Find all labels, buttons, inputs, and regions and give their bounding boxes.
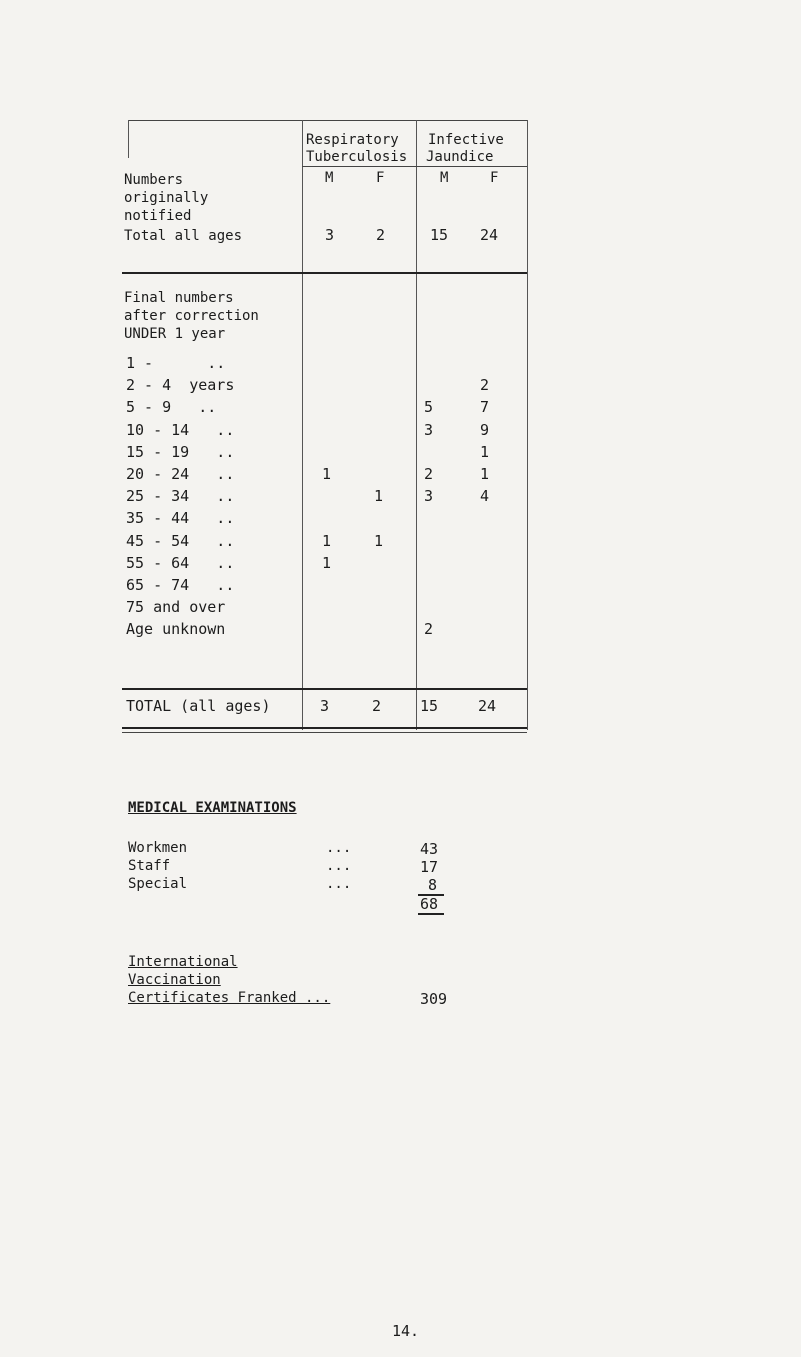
age-row-label: 5 - 9 .. — [126, 398, 217, 417]
vaccination-line-3: Certificates Franked ... — [128, 990, 331, 1006]
staff-dots: ... — [326, 858, 352, 874]
age-row-jaun-m-value: 3 — [424, 487, 434, 506]
vaccination-line-2: Vaccination — [128, 972, 221, 988]
after-correction-label: after correction — [124, 308, 259, 324]
resp-m-header: M — [325, 170, 334, 186]
header-infective: Infective — [428, 132, 504, 148]
notified-resp-m: 3 — [325, 226, 335, 244]
age-row-label: 20 - 24 .. — [126, 465, 235, 483]
header-tuberculosis: Tuberculosis — [306, 149, 408, 165]
staff-label: Staff — [128, 858, 171, 874]
vaccination-value: 309 — [420, 990, 448, 1008]
header-originally: originally — [124, 190, 209, 206]
total-resp-m: 3 — [320, 697, 330, 715]
age-row-jaun-f-value: 4 — [480, 487, 490, 506]
age-row-label: 2 - 4 years — [126, 376, 235, 395]
age-row-label: 65 - 74 .. — [126, 576, 235, 594]
vaccination-line-1: International — [128, 954, 238, 970]
table-top-rule — [128, 120, 528, 121]
age-row-label: 35 - 44 .. — [126, 509, 235, 528]
notified-resp-f: 2 — [376, 226, 386, 244]
workmen-value: 43 — [420, 840, 439, 858]
age-row-jaun-f-value: 7 — [480, 398, 490, 417]
header-numbers: Numbers — [124, 172, 184, 188]
jaun-f-header: F — [490, 170, 499, 186]
header-sub-rule — [302, 166, 527, 167]
total-bottom-rule — [122, 727, 527, 729]
total-top-rule — [122, 688, 527, 690]
resp-f-header: F — [376, 170, 385, 186]
col-divider-3 — [527, 120, 528, 730]
age-row-resp-m-value: 1 — [322, 531, 332, 550]
age-row-label: 15 - 19 .. — [126, 442, 235, 461]
header-bottom-rule — [122, 272, 527, 274]
staff-value: 17 — [420, 858, 439, 876]
table-left-rule — [128, 120, 129, 158]
col-divider-1 — [302, 120, 303, 730]
age-row-resp-f-value: 1 — [374, 531, 384, 550]
workmen-label: Workmen — [128, 840, 188, 856]
header-jaundice: Jaundice — [426, 149, 494, 165]
age-row-jaun-m-value: 2 — [424, 465, 434, 483]
notified-jaun-m: 15 — [430, 226, 449, 244]
age-row-jaun-m-value: 3 — [424, 420, 434, 439]
medical-total: 68 — [420, 895, 439, 913]
age-row-label: 55 - 64 .. — [126, 553, 235, 572]
total-label: TOTAL (all ages) — [126, 697, 271, 715]
special-dots: ... — [326, 876, 352, 892]
age-row-label: Age unknown — [126, 620, 226, 639]
notified-jaun-f: 24 — [480, 226, 499, 244]
age-row-label: 10 - 14 .. — [126, 420, 235, 439]
age-row-jaun-f-value: 1 — [480, 442, 490, 461]
age-row-jaun-f-value: 1 — [480, 465, 490, 483]
age-row-resp-m-value: 1 — [322, 553, 332, 572]
special-value: 8 — [428, 876, 438, 894]
jaun-m-header: M — [440, 170, 449, 186]
under-1-year-label: UNDER 1 year — [124, 326, 226, 342]
sum-rule-bottom — [418, 913, 444, 915]
age-row-jaun-m-value: 2 — [424, 620, 434, 639]
total-resp-f: 2 — [372, 697, 382, 715]
age-row-resp-f-value: 1 — [374, 487, 384, 506]
total-jaun-m: 15 — [420, 697, 439, 715]
age-row-label: 25 - 34 .. — [126, 487, 235, 506]
age-row-label: 1 - .. — [126, 354, 226, 372]
age-row-label: 45 - 54 .. — [126, 531, 235, 550]
header-total-all-ages: Total all ages — [124, 228, 243, 244]
total-bottom-rule-2 — [122, 732, 527, 733]
page-number: 14. — [392, 1322, 420, 1340]
age-row-resp-m-value: 1 — [322, 465, 332, 483]
workmen-dots: ... — [326, 840, 352, 856]
age-row-label: 75 and over — [126, 598, 226, 617]
age-row-jaun-f-value: 2 — [480, 376, 490, 395]
col-divider-2 — [416, 120, 417, 730]
special-label: Special — [128, 876, 188, 892]
header-notified: notified — [124, 208, 192, 224]
age-row-jaun-m-value: 5 — [424, 398, 434, 417]
age-row-jaun-f-value: 9 — [480, 420, 490, 439]
header-respiratory: Respiratory — [306, 132, 399, 148]
total-jaun-f: 24 — [478, 697, 497, 715]
medical-heading: MEDICAL EXAMINATIONS — [128, 800, 297, 816]
final-numbers-label: Final numbers — [124, 290, 234, 306]
